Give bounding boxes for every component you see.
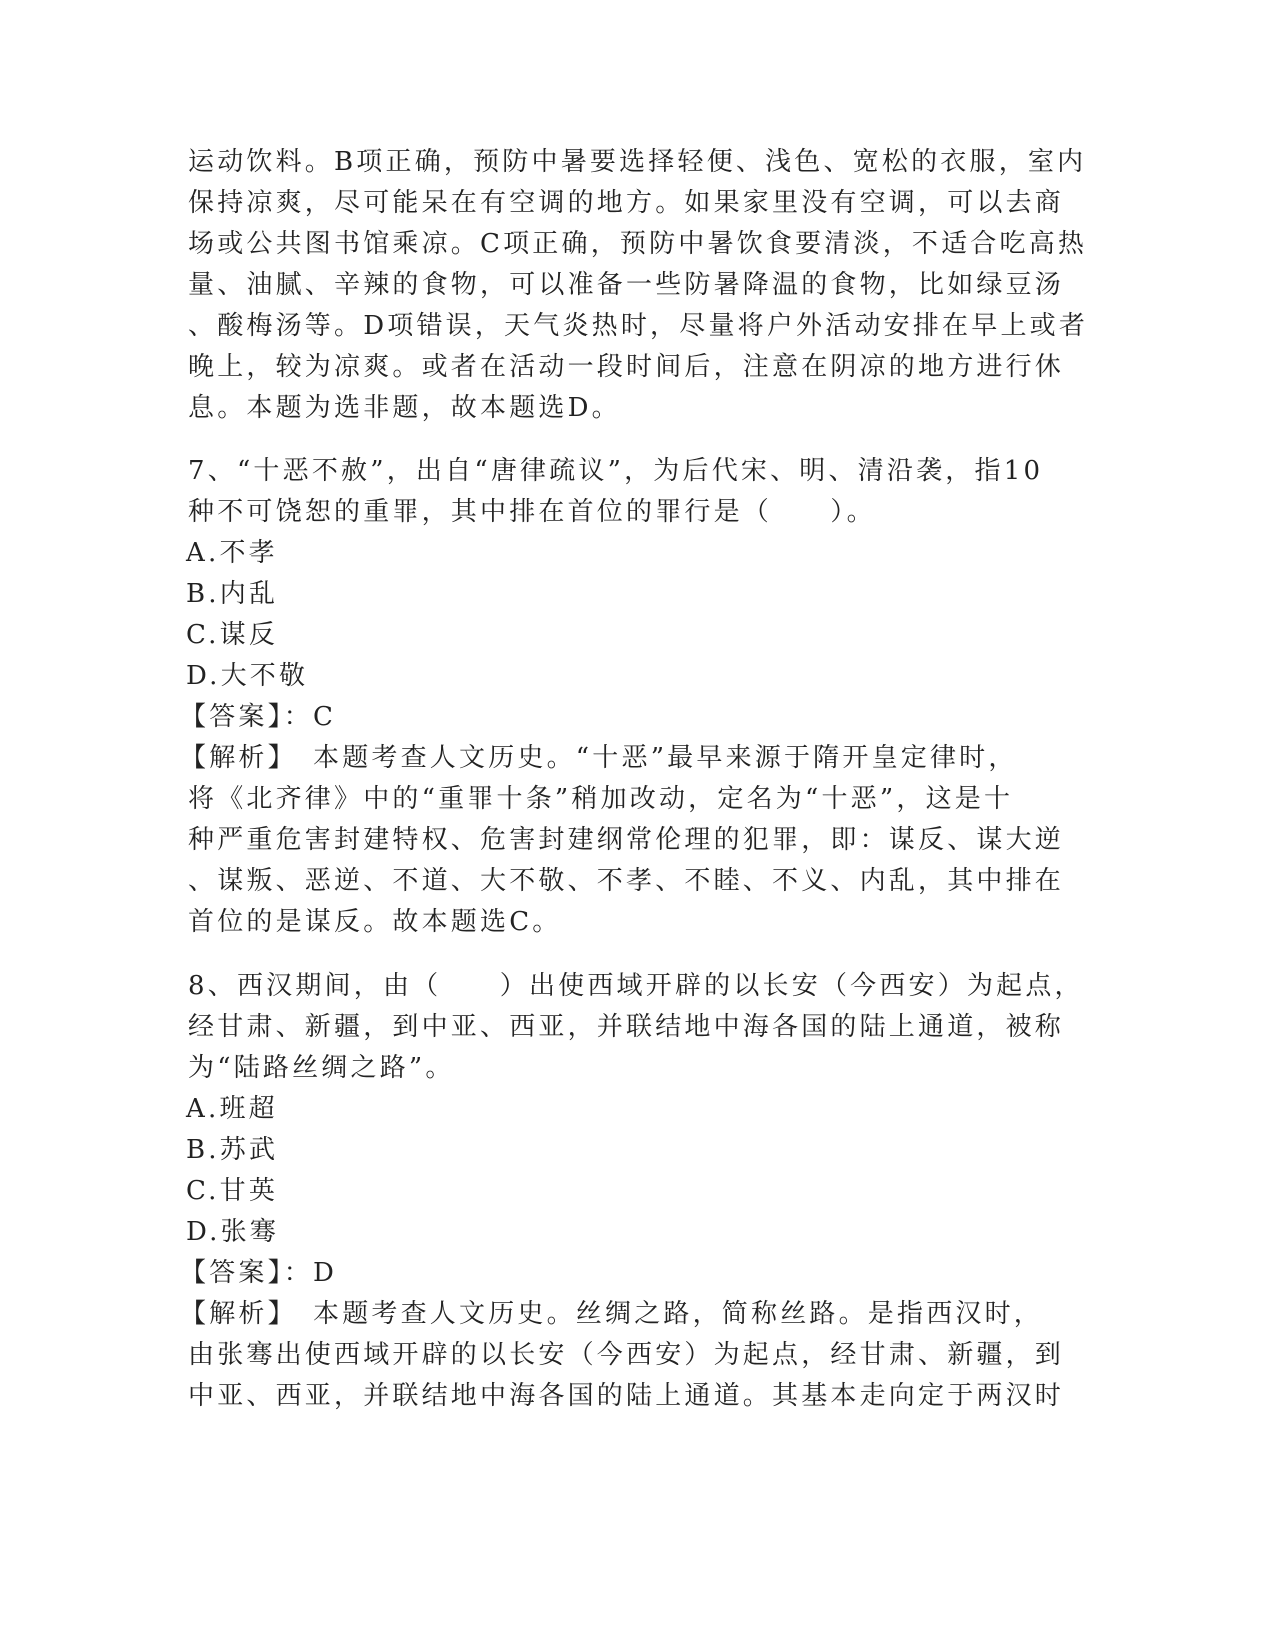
q7-option-d: D.大不敬 [186, 661, 309, 691]
prev-explanation-line: 晚上，较为凉爽。或者在活动一段时间后，注意在阴凉的地方进行休 [188, 352, 1065, 382]
prev-explanation-line: 量、油腻、辛辣的食物，可以准备一些防暑降温的食物，比如绿豆汤 [188, 270, 1065, 300]
q8-option-d: D.张骞 [186, 1217, 279, 1247]
q8-explanation-line: 【解析】 本题考查人文历史。丝绸之路，简称丝路。是指西汉时， [180, 1299, 1044, 1329]
q8-stem-line: 为“陆路丝绸之路”。 [188, 1053, 455, 1083]
q7-option-c: C.谋反 [186, 620, 279, 650]
q7-explanation-line: 、谋叛、恶逆、不道、大不敬、不孝、不睦、不义、内乱，其中排在 [188, 866, 1065, 896]
q7-stem-line: 7、“十恶不赦”，出自“唐律疏议”，为后代宋、明、清沿袭，指10 [188, 456, 1044, 486]
q8-option-b: B.苏武 [186, 1135, 279, 1165]
q8-stem-line: 经甘肃、新疆，到中亚、西亚，并联结地中海各国的陆上通道，被称 [188, 1012, 1065, 1042]
prev-explanation-line: 运动饮料。B项正确，预防中暑要选择轻便、浅色、宽松的衣服，室内 [188, 147, 1087, 177]
prev-explanation-line: 场或公共图书馆乘凉。C项正确，预防中暑饮食要清淡，不适合吃高热 [188, 229, 1088, 259]
q8-option-a: A.班超 [186, 1094, 278, 1124]
q8-stem-line: 8、西汉期间，由（ ）出使西域开辟的以长安（今西安）为起点， [188, 971, 1084, 1001]
q7-explanation-line: 首位的是谋反。故本题选C。 [188, 907, 562, 937]
q8-answer: 【答案】：D [180, 1258, 338, 1288]
prev-explanation-line: 保持凉爽，尽可能呆在有空调的地方。如果家里没有空调，可以去商 [188, 188, 1065, 218]
q7-answer: 【答案】：C [180, 702, 337, 732]
q7-explanation-line: 【解析】 本题考查人文历史。“十恶”最早来源于隋开皇定律时， [180, 743, 1018, 773]
prev-explanation-line: 、酸梅汤等。D项错误，天气炎热时，尽量将户外活动安排在早上或者 [188, 311, 1089, 341]
q7-option-b: B.内乱 [186, 579, 279, 609]
q7-option-a: A.不孝 [186, 538, 278, 568]
q7-explanation-line: 种严重危害封建特权、危害封建纲常伦理的犯罪，即：谋反、谋大逆 [188, 825, 1065, 855]
q8-explanation-line: 由张骞出使西域开辟的以长安（今西安）为起点，经甘肃、新疆，到 [188, 1340, 1065, 1370]
q7-explanation-line: 将《北齐律》中的“重罪十条”稍加改动，定名为“十恶”，这是十 [188, 784, 1014, 814]
prev-explanation-line: 息。本题为选非题，故本题选D。 [188, 393, 621, 423]
q8-explanation-line: 中亚、西亚，并联结地中海各国的陆上通道。其基本走向定于两汉时 [188, 1381, 1065, 1411]
q8-option-c: C.甘英 [186, 1176, 279, 1206]
q7-stem-line: 种不可饶恕的重罪，其中排在首位的罪行是（ ）。 [188, 497, 876, 527]
